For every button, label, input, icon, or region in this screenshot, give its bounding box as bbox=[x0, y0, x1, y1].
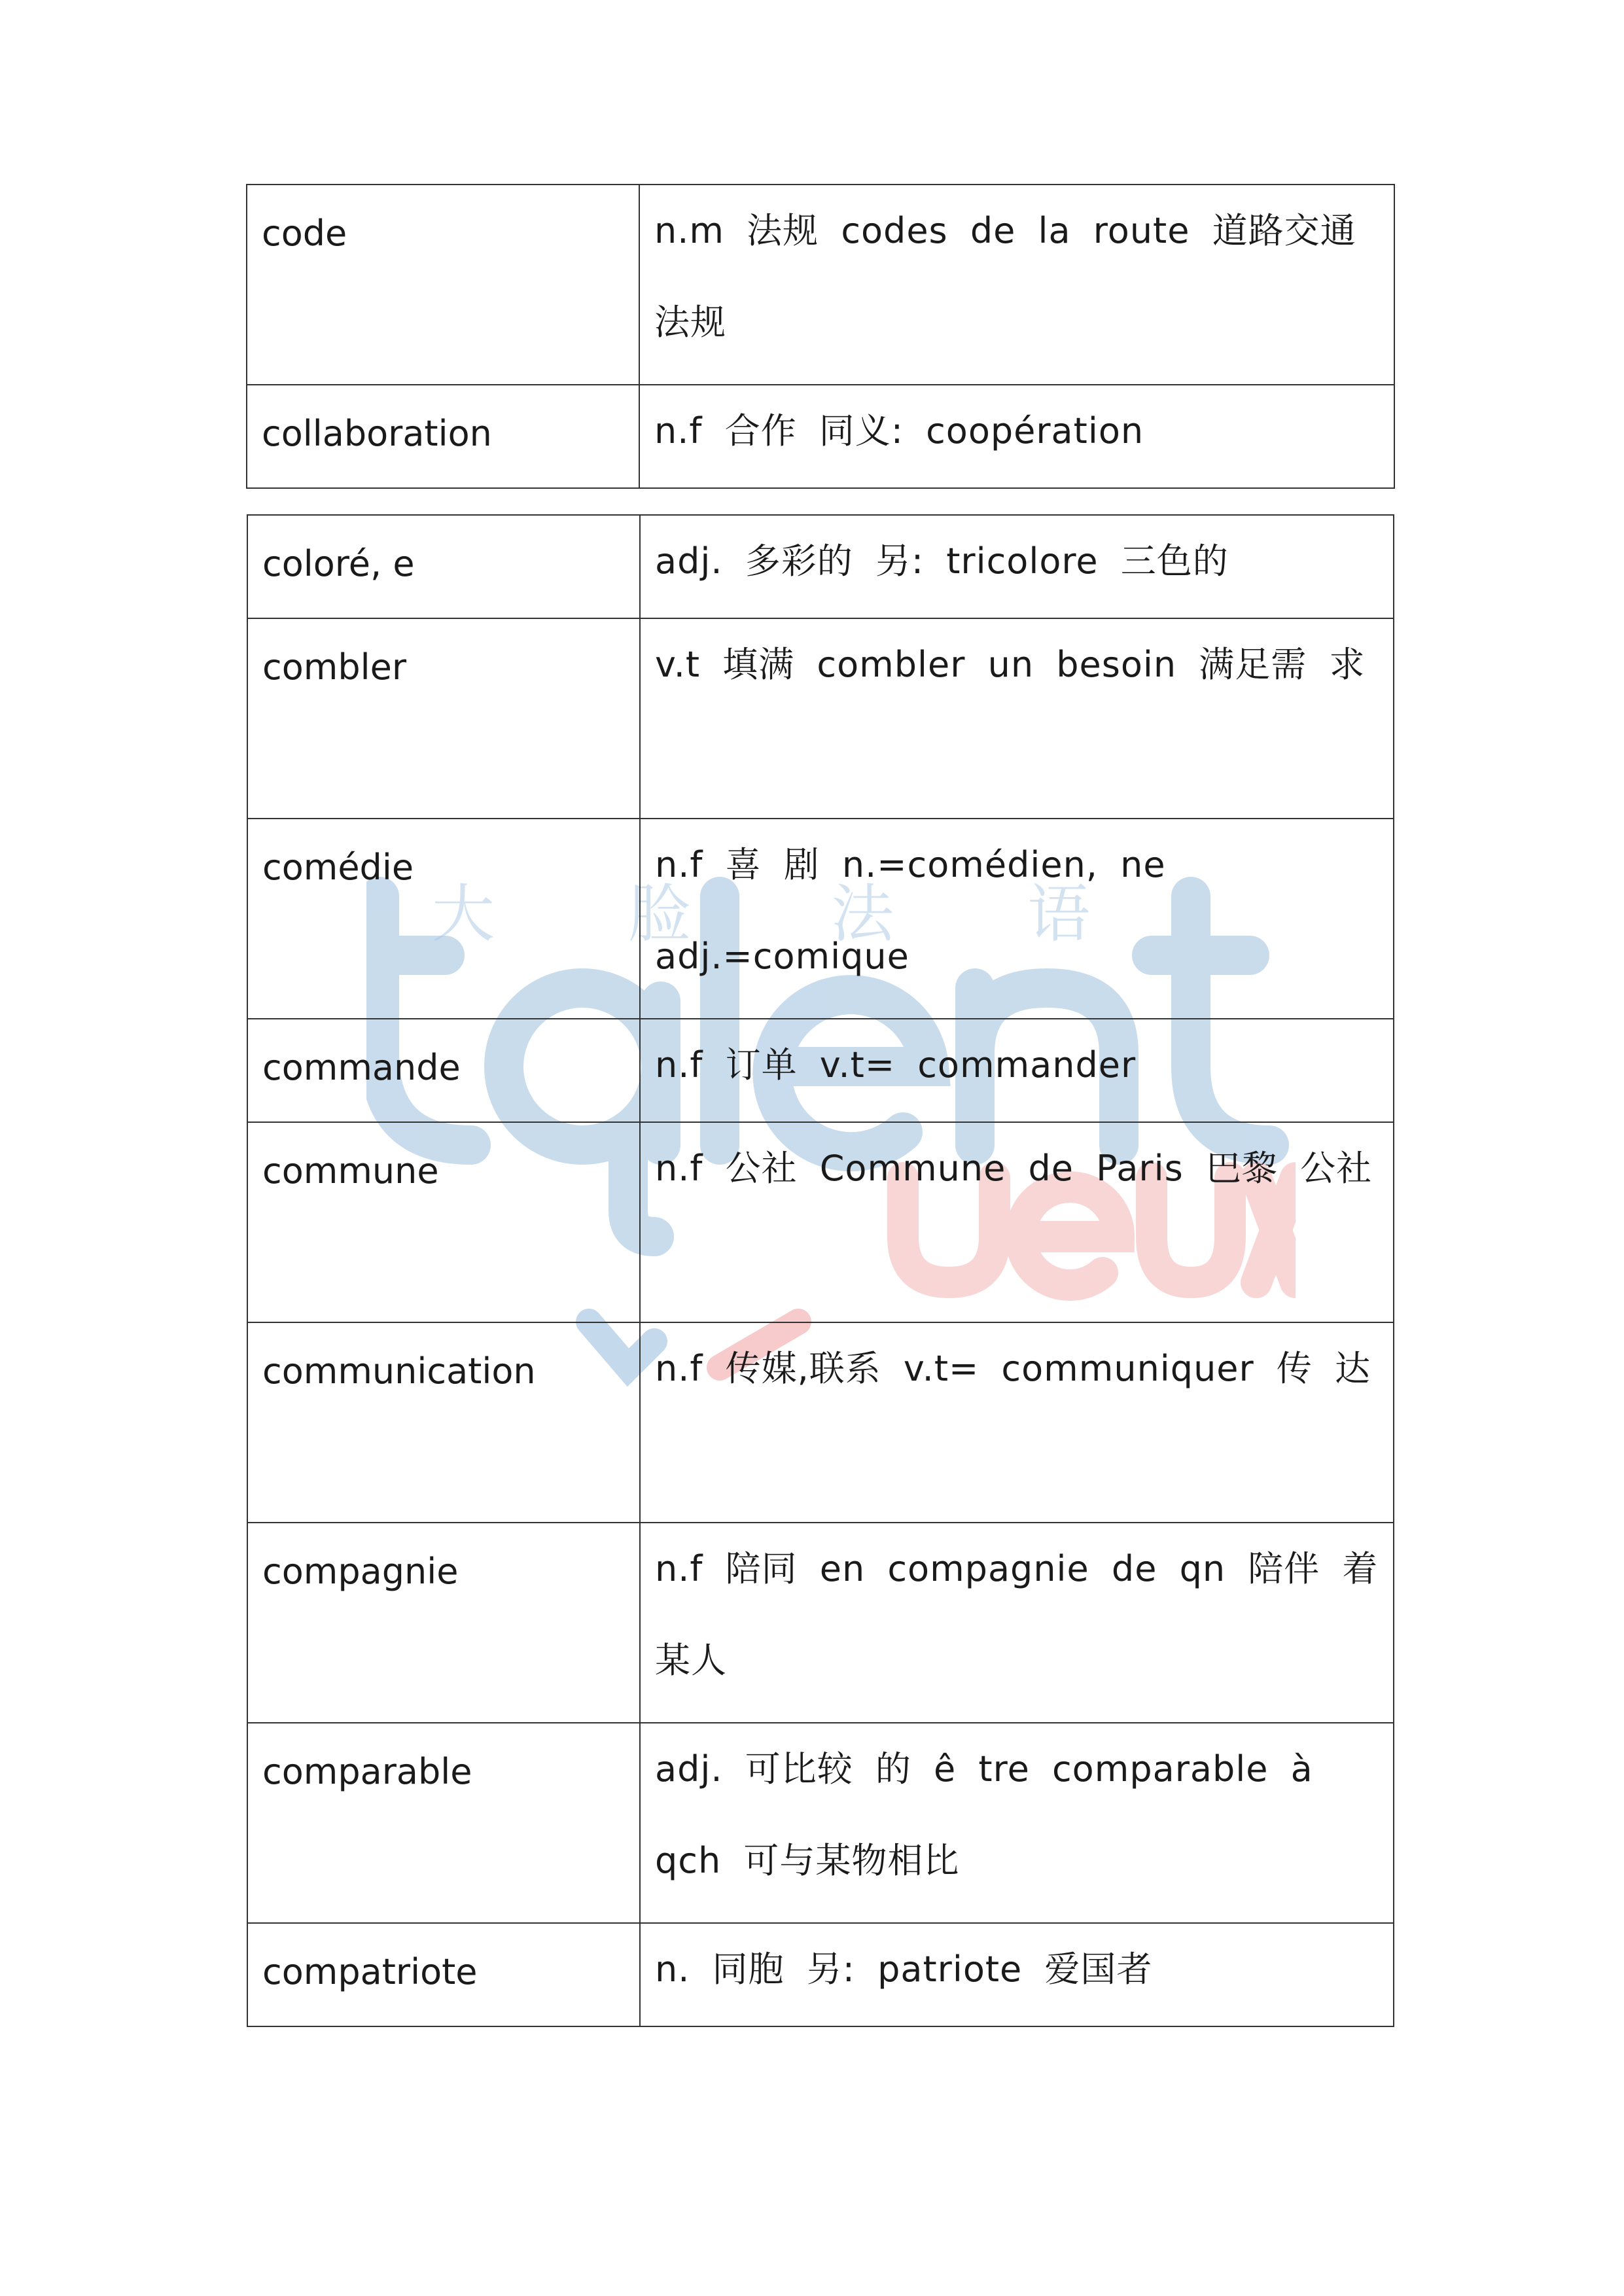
definition-cell bbox=[640, 618, 1394, 819]
definition-cell bbox=[640, 1723, 1394, 1923]
definition-cell bbox=[640, 1322, 1394, 1523]
definition-cell bbox=[639, 185, 1394, 385]
vocab-row bbox=[247, 618, 1394, 819]
watermark-char-3: 法 bbox=[831, 877, 894, 951]
definition-text: n.f 喜 剧 n.=comédien, ne adj.=comique bbox=[655, 844, 1166, 977]
definition-text: n.f 合作 同义: coopération bbox=[654, 410, 1144, 451]
vocab-row bbox=[247, 1019, 1394, 1122]
vocab-row bbox=[247, 385, 1394, 488]
term-cell: commune bbox=[247, 1122, 640, 1322]
term-cell: collaboration bbox=[247, 385, 639, 488]
vocab-row bbox=[247, 1723, 1394, 1923]
definition-text: n.f 订单 v.t= commander bbox=[655, 1044, 1137, 1086]
definition-text: n.f 传媒,联系 v.t= communiquer 传 达 bbox=[655, 1348, 1371, 1389]
definition-cell bbox=[639, 385, 1394, 488]
definition-text: n. 同胞 另: patriote 爱国者 bbox=[655, 1949, 1153, 1990]
definition-cell bbox=[640, 1523, 1394, 1723]
definition-cell bbox=[640, 819, 1394, 1019]
term-cell: communication bbox=[247, 1322, 640, 1523]
definition-text: n.m 法规 codes de la route 道路交通 法规 bbox=[654, 210, 1356, 343]
vocab-table-1 bbox=[246, 184, 1395, 489]
term-cell: comédie bbox=[247, 819, 640, 1019]
vocab-row bbox=[247, 819, 1394, 1019]
term-cell: compatriote bbox=[247, 1923, 640, 2026]
definition-cell bbox=[640, 1122, 1394, 1322]
watermark-char-4: 语 bbox=[1027, 877, 1090, 951]
vocab-row bbox=[247, 1523, 1394, 1723]
definition-cell bbox=[640, 1019, 1394, 1122]
watermark-char-1: 大 bbox=[432, 877, 495, 951]
term-cell: comparable bbox=[247, 1723, 640, 1923]
vocab-row bbox=[247, 515, 1394, 618]
term-cell: code bbox=[247, 185, 639, 385]
definition-text: adj. 可比较 的 ê tre comparable à qch 可与某物相比 bbox=[655, 1748, 1313, 1881]
vocab-row bbox=[247, 1122, 1394, 1322]
definition-cell bbox=[640, 515, 1394, 618]
vocab-row bbox=[247, 1322, 1394, 1523]
watermark-char-2: 脸 bbox=[628, 877, 691, 951]
term-cell: commande bbox=[247, 1019, 640, 1122]
definition-text: n.f 公社 Commune de Paris 巴黎 公社 bbox=[655, 1148, 1373, 1189]
vocab-row bbox=[247, 185, 1394, 385]
vocab-table-2 bbox=[247, 514, 1394, 2027]
term-cell: combler bbox=[247, 618, 640, 819]
vocab-row bbox=[247, 1923, 1394, 2026]
term-cell: compagnie bbox=[247, 1523, 640, 1723]
definition-text: v.t 填满 combler un besoin 满足需 求 bbox=[655, 644, 1366, 685]
term-cell: coloré, e bbox=[247, 515, 640, 618]
definition-text: adj. 多彩的 另: tricolore 三色的 bbox=[655, 540, 1229, 582]
definition-cell bbox=[640, 1923, 1394, 2026]
definition-text: n.f 陪同 en compagnie de qn 陪伴 着某人 bbox=[655, 1548, 1379, 1681]
